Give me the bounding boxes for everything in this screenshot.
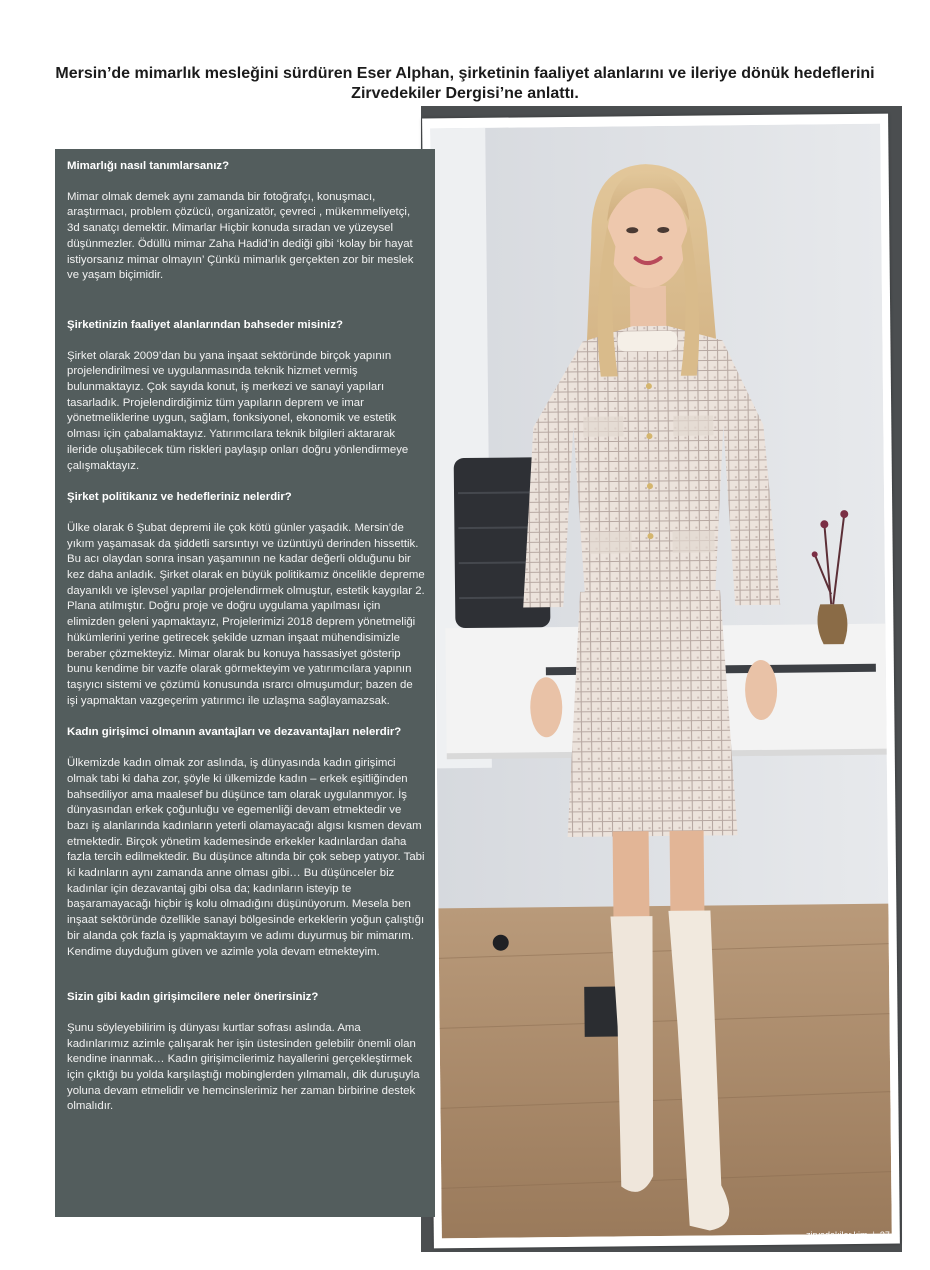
interview-text-panel	[55, 149, 435, 1217]
page-number: 37	[879, 1230, 890, 1240]
footer-separator: |	[872, 1230, 875, 1240]
interview-section	[67, 159, 425, 284]
portrait-photo	[430, 124, 892, 1239]
interview-question: Kadın girişimci olmanın avantajları ve dezavantajları nelerdir?	[67, 726, 402, 739]
interview-question: Şirket politikanız ve hedefleriniz nelerdir?	[67, 491, 292, 504]
interview-section	[67, 990, 425, 1115]
interview-question: Şirketinizin faaliyet alanlarından bahseder misiniz?	[67, 318, 343, 331]
interview-answer: Ülkemizde kadın olmak zor aslında, iş dünyasında kadın girişimci olmak tabi ki daha zor, şöyle ki ülkemizde kadın – erkek eşitliğinden bahsediliyor ama maalesef bu düşünce tam olarak uygulanmıyor. İş dünyasından erkek çoğunluğu ve egemenliği devam etmektedir ve bazı iş alanlarında kadınların yeterli olamayacağı algısı kısmen devam etmektedir. Birçok yönetim kademesinde erkekler kadınlardan daha fazla tercih edilmektedir. Bu düşünce altında bir çok sebep yatıyor. Tabi ki kadınların aynı zamanda anne olması gibi… Bu düşünceler biz kadınlar için dezavantaj gibi olsa da; kadınların isteyip te başaramayacağı hiçbir iş kolu olmadığını düşünüyorum. Mesela ben inşaat sektöründe özellikle sanayi bölgesinde erkeklerin yoğun çalıştığı bir alanda çok fazla iş yapmaktayım ve adımı duyurmuş bir mimarım. Kendime duyduğum güven ve azimle yola devam etmekteyim.	[67, 757, 425, 958]
article-headline: Mersin’de mimarlık mesleğini sürdüren Eser Alphan, şirketinin faaliyet alanlarını ve ileriye dönük hedeflerini Zirvedekiler Dergisi’ne anlattı.	[55, 65, 875, 102]
interview-answer: Ülke olarak 6 Şubat depremi ile çok kötü günler yaşadık. Mersin’de yıkım yaşamasak da şiddetli sarsıntıyı ve üzüntüyü derinden hissettik. Bu acı olaydan sonra insan yaşamının ne kadar değerli olduğunu bir kez daha anladık. Şirket olarak en büyük politikamız öncelikle depreme dayanıklı ve işlevsel yapılar projelendirmek olmuştur, estetik kaygılar 2. Plana atılmıştır. Doğru proje ve doğru uygulama yapılması için elimizden geleni yapmaktayız, Projelerimizi 2018 deprem yönetmeliği hükümlerini yerine getirecek şekilde uzman inşaat mühendisimizle beraber çözmekteyiz. Mimar olarak bu konuya hassasiyet gösterip bunu kendime bir vazife olarak görmekteyim ve yatırımcılara yapının taşıyıcı sistemi ve çözümü konusunda ısrarcı olmuşumdur; bazen de işi yapmaktan vazgeçerim yatırımcı ile uzlaşma sağlayamazsak.	[67, 521, 425, 707]
interview-section	[67, 318, 425, 474]
interview-answer: Mimar olmak demek aynı zamanda bir fotoğrafçı, konuşmacı, araştırmacı, problem çözücü, organizatör, çevreci , mükemmeliyetçi, 3d sanatçı demektir. Mimarlar Hiçbir konuda sıradan ve yüzeysel düşünmezler. Ödüllü mimar Zaha Hadid’in dediği gibi ‘kolay bir hayat istiyorsanız mimar olmayın’ Çünkü mimarlık gerçekten zor bir meslek ve yaşam biçimidir.	[67, 190, 414, 282]
portrait-photo-frame	[422, 114, 900, 1249]
interview-question: Sizin gibi kadın girişimcilere neler önerirsiniz?	[67, 991, 319, 1004]
page-footer	[806, 1228, 890, 1242]
interview-answer: Şirket olarak 2009’dan bu yana inşaat sektöründe birçok yapının projelendirilmesi ve uygulanmasında teknik hizmet vermiş bulunmaktayız. Çok sayıda konut, iş merkezi ve sanayi yapıları tasarladık. Projelendirdiğimiz tüm yapıların deprem ve imar yönetmeliklerine uygun, sağlam, fonksiyonel, ekonomik ve estetik olması için çabalamaktayız. Yatırımcılara teknik bilgileri aktararak ileride oluşabilecek tüm riskleri paylaşıp onları doğru yönlendirmeye çalışmaktayız.	[67, 349, 409, 472]
interview-answer: Şunu söyleyebilirim iş dünyası kurtlar sofrası aslında. Ama kadınlarımız azimle çalışarak her işin üstesinden gelebilir önemli olan kendine inanmak… Kadın girişimcilerimiz hayallerini gerçekleştirmek için çıktığı bu yolda karşılaştığı mobinglerden yılmamalı, dik duruşuyla yoluna devam etmelidir ve hemcinslerimiz her zaman birbirine destek olmalıdır.	[67, 1021, 420, 1113]
interview-section	[67, 725, 425, 960]
footer-site: zirvedekiler.kim	[806, 1230, 868, 1240]
interview-question: Mimarlığı nasıl tanımlarsanız?	[67, 160, 230, 172]
interview-section	[67, 490, 425, 709]
